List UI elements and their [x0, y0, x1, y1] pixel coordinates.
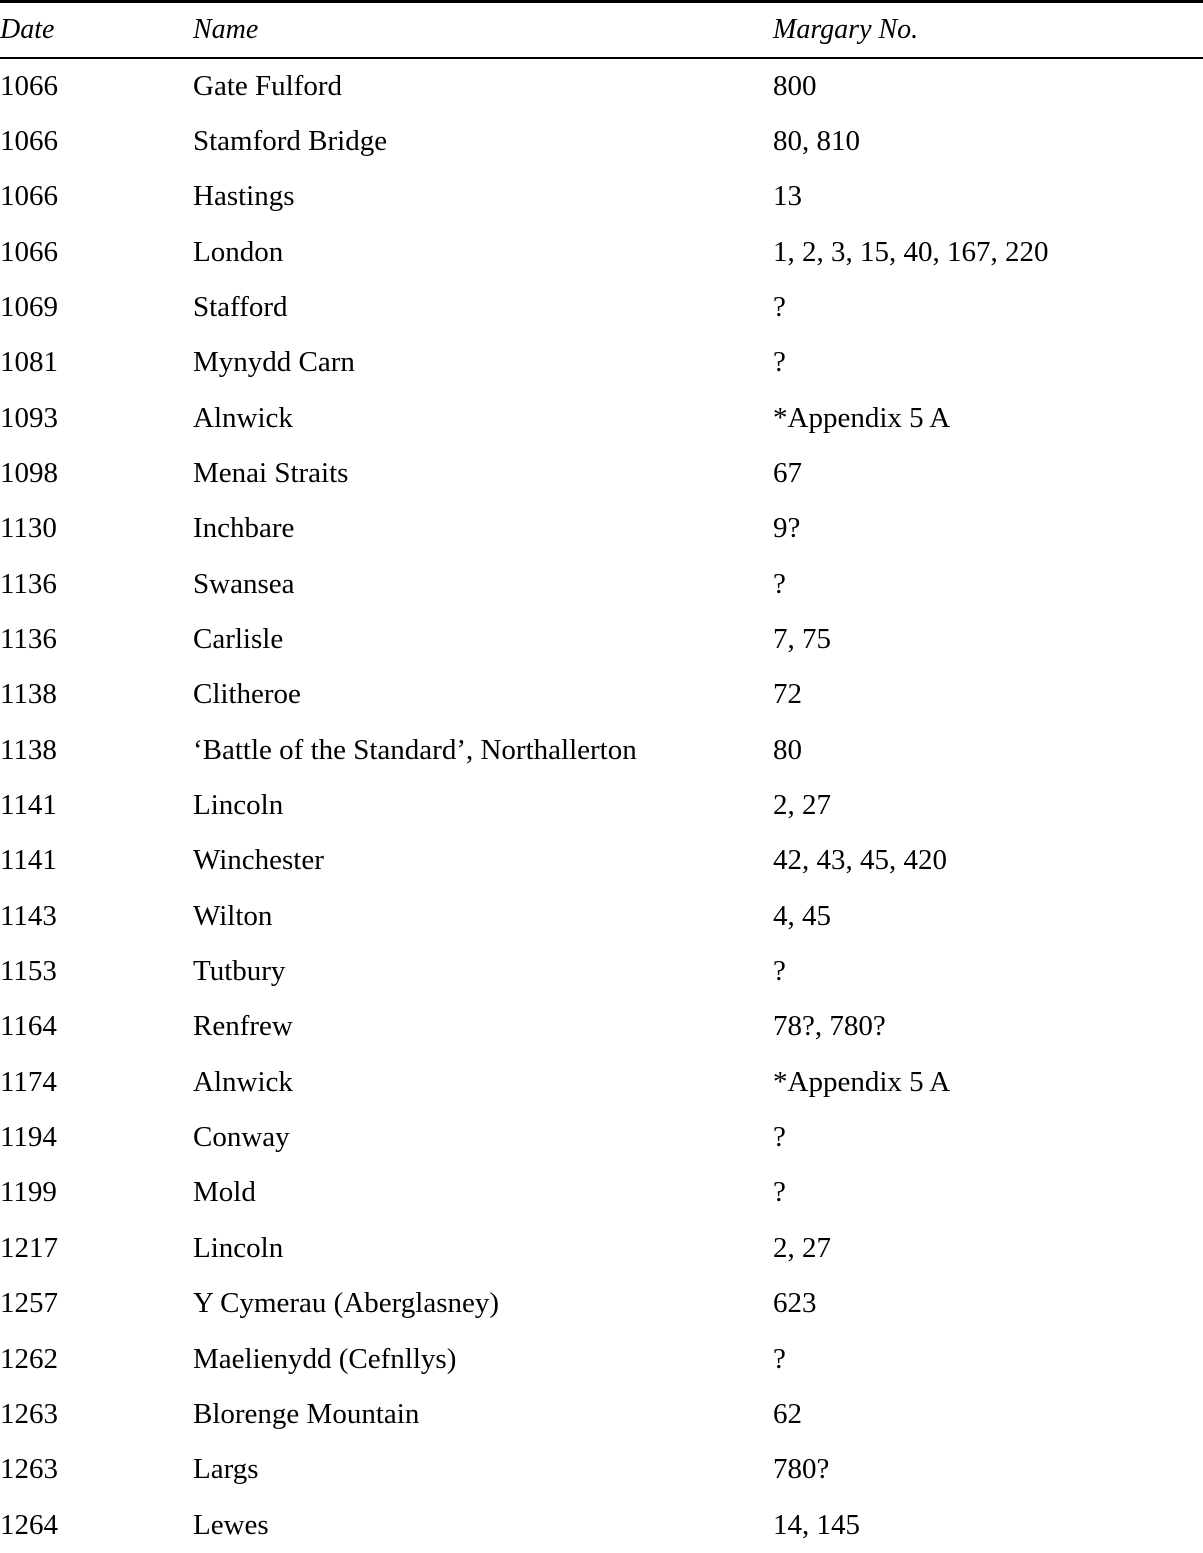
cell-name: Swansea: [193, 567, 295, 600]
table-row: [0, 833, 1203, 888]
table-row: [0, 999, 1203, 1054]
cell-name: Carlisle: [193, 623, 284, 656]
table-row: [0, 335, 1203, 390]
cell-margary-no: 2, 27: [773, 1231, 831, 1264]
table-row: [0, 778, 1203, 833]
cell-margary-no: 72: [773, 678, 802, 711]
cell-margary-no: 13: [773, 180, 802, 213]
cell-margary-no: 78?, 780?: [773, 1010, 886, 1043]
cell-date: 1262: [0, 1342, 58, 1375]
cell-margary-no: ?: [773, 290, 786, 323]
cell-margary-no: 2, 27: [773, 789, 831, 822]
cell-name: Menai Straits: [193, 457, 349, 489]
cell-name: Largs: [193, 1453, 259, 1486]
cell-date: 1138: [0, 733, 57, 766]
cell-date: 1066: [0, 124, 58, 157]
cell-name: Maelienydd (Cefnllys): [193, 1342, 457, 1375]
cell-margary-no: 14, 145: [773, 1508, 860, 1541]
cell-name: Blorenge Mountain: [193, 1397, 420, 1430]
cell-date: 1174: [0, 1065, 57, 1098]
table-row: [0, 1110, 1203, 1165]
table-body: [0, 58, 1203, 1553]
cell-date: 1136: [0, 623, 57, 656]
cell-margary-no: ?: [773, 955, 786, 988]
cell-date: 1136: [0, 567, 57, 600]
cell-date: 1264: [0, 1508, 58, 1541]
table-row: [0, 1055, 1203, 1110]
table-header-row: [0, 2, 1203, 58]
cell-margary-no: 7, 75: [773, 623, 831, 656]
cell-date: 1199: [0, 1176, 57, 1209]
cell-margary-no: 80: [773, 733, 802, 766]
cell-margary-no: 9?: [773, 512, 801, 545]
cell-margary-no: ?: [773, 1121, 786, 1154]
cell-name: Mynydd Carn: [193, 346, 355, 379]
cell-date: 1141: [0, 789, 57, 822]
cell-name: ‘Battle of the Standard’, Northallerton: [193, 733, 637, 766]
cell-name: Mold: [193, 1176, 256, 1209]
table-row: [0, 280, 1203, 335]
table-row: [0, 1332, 1203, 1387]
table-row: [0, 1165, 1203, 1220]
cell-date: 1257: [0, 1287, 58, 1320]
cell-name: Hastings: [193, 180, 295, 213]
cell-name: Clitheroe: [193, 678, 301, 711]
cell-name: Renfrew: [193, 1010, 293, 1043]
table-row: [0, 944, 1203, 999]
cell-name: Stamford Bridge: [193, 124, 388, 157]
table-row: [0, 169, 1203, 224]
cell-name: Y Cymerau (Aberglasney): [193, 1287, 500, 1320]
table-row: [0, 446, 1203, 501]
cell-date: 1143: [0, 899, 57, 932]
column-header-margary-no: Margary No.: [773, 14, 919, 45]
cell-margary-no: 67: [773, 457, 802, 489]
cell-margary-no: ?: [773, 1176, 786, 1209]
table-row: [0, 889, 1203, 944]
column-header-name: Name: [193, 14, 259, 45]
table-row: [0, 612, 1203, 667]
cell-margary-no: ?: [773, 346, 786, 379]
table-row: [0, 58, 1203, 114]
table-row: [0, 723, 1203, 778]
cell-name: Stafford: [193, 290, 288, 323]
cell-date: 1069: [0, 290, 58, 323]
cell-margary-no: ?: [773, 567, 786, 600]
table-row: [0, 1221, 1203, 1276]
table-row: [0, 1498, 1203, 1553]
cell-margary-no: 800: [773, 69, 817, 102]
cell-margary-no: 80, 810: [773, 124, 860, 157]
table-row: [0, 557, 1203, 612]
cell-date: 1130: [0, 512, 57, 545]
cell-margary-no: *Appendix 5 A: [773, 1065, 951, 1098]
cell-margary-no: 1, 2, 3, 15, 40, 167, 220: [773, 235, 1049, 268]
table-row: [0, 501, 1203, 556]
cell-name: Alnwick: [193, 1065, 293, 1098]
cell-date: 1263: [0, 1453, 58, 1486]
table-row: [0, 391, 1203, 446]
table-header: [0, 2, 1203, 58]
cell-margary-no: 42, 43, 45, 420: [773, 844, 947, 877]
table-row: [0, 1442, 1203, 1497]
cell-date: 1141: [0, 844, 57, 877]
table-row: [0, 1387, 1203, 1442]
cell-date: 1066: [0, 69, 58, 102]
cell-name: Lincoln: [193, 1231, 284, 1264]
cell-name: London: [193, 235, 284, 268]
cell-margary-no: 623: [773, 1287, 817, 1320]
table-row: [0, 667, 1203, 722]
cell-name: Alnwick: [193, 401, 293, 434]
cell-margary-no: 780?: [773, 1453, 830, 1486]
cell-margary-no: 62: [773, 1397, 802, 1430]
cell-date: 1098: [0, 457, 58, 489]
cell-name: Inchbare: [193, 512, 295, 545]
cell-margary-no: 4, 45: [773, 899, 831, 932]
cell-date: 1066: [0, 180, 58, 213]
cell-date: 1217: [0, 1231, 58, 1264]
cell-name: Wilton: [193, 899, 273, 932]
cell-date: 1263: [0, 1397, 58, 1430]
cell-name: Conway: [193, 1121, 290, 1154]
cell-date: 1164: [0, 1010, 57, 1043]
cell-name: Gate Fulford: [193, 69, 342, 102]
cell-date: 1066: [0, 235, 58, 268]
cell-name: Lewes: [193, 1508, 269, 1541]
cell-name: Winchester: [193, 844, 324, 877]
cell-date: 1194: [0, 1121, 57, 1154]
cell-date: 1093: [0, 401, 58, 434]
cell-name: Tutbury: [193, 955, 286, 988]
cell-date: 1138: [0, 678, 57, 711]
cell-date: 1153: [0, 955, 57, 988]
table-row: [0, 225, 1203, 280]
cell-margary-no: ?: [773, 1342, 786, 1375]
cell-name: Lincoln: [193, 789, 284, 822]
table-row: [0, 1276, 1203, 1331]
cell-date: 1081: [0, 346, 58, 379]
table-row: [0, 114, 1203, 169]
column-header-date: Date: [0, 14, 55, 45]
cell-margary-no: *Appendix 5 A: [773, 401, 951, 434]
